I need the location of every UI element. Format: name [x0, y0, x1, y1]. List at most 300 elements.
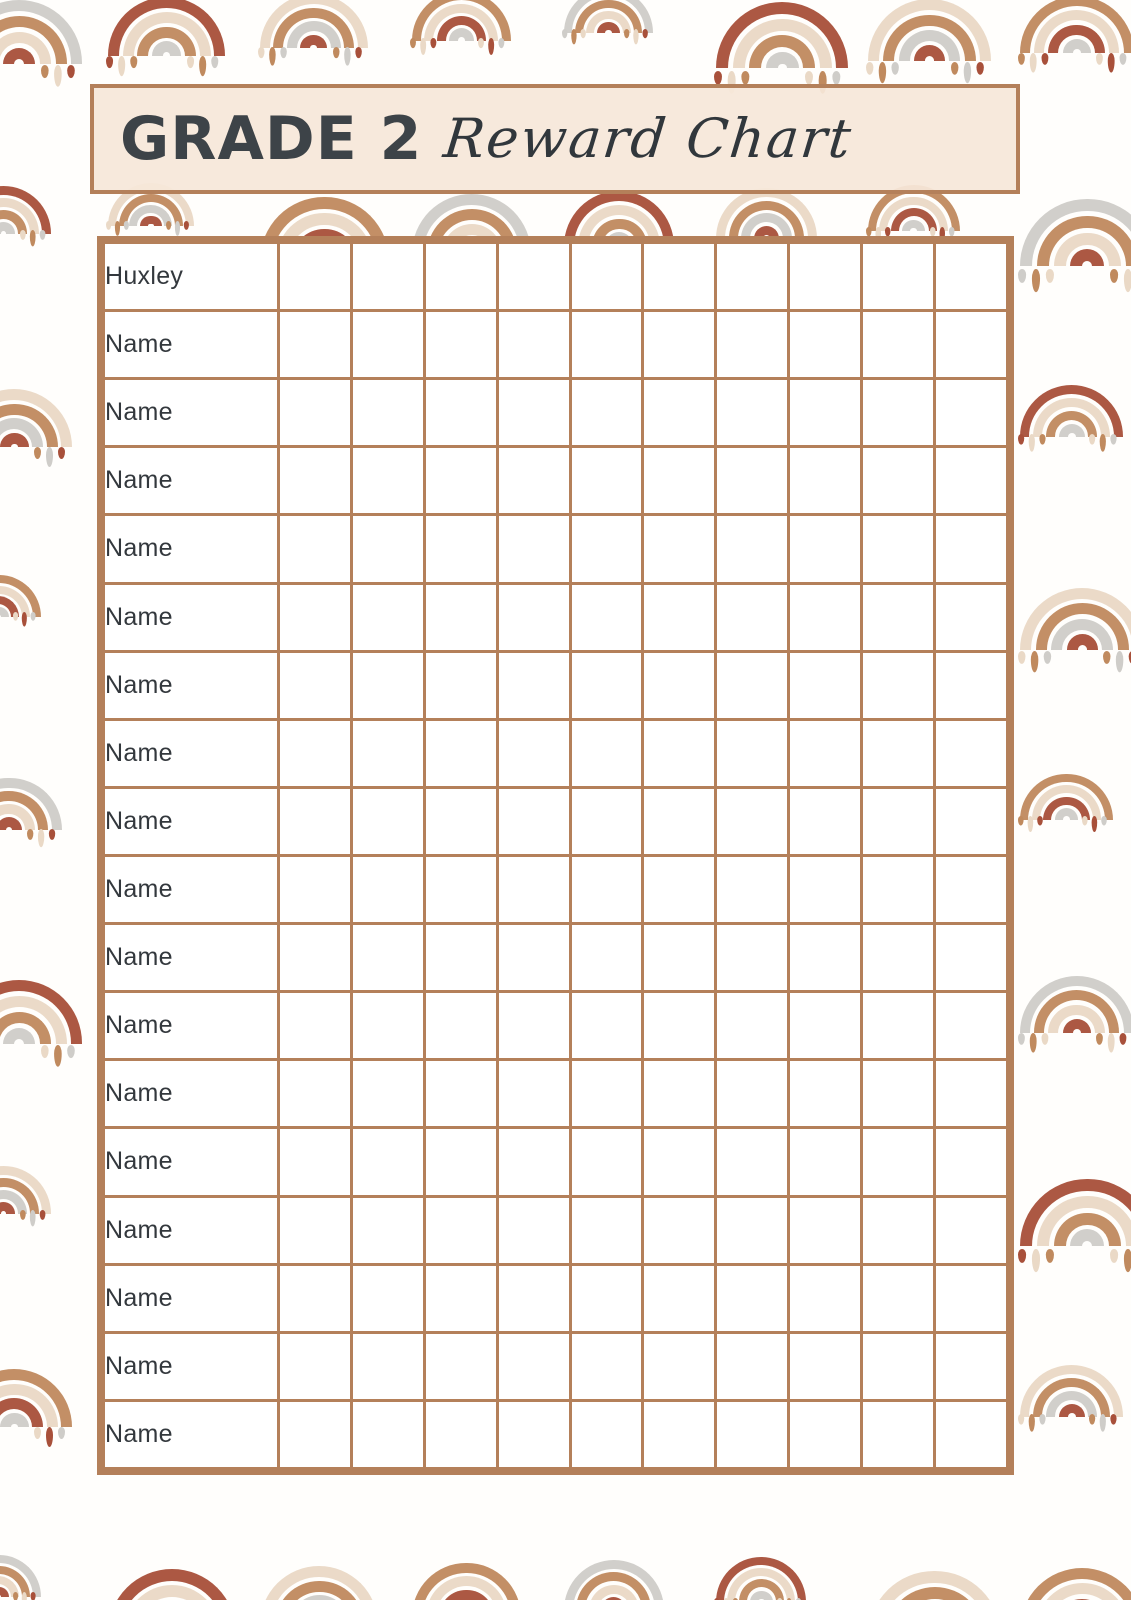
reward-checkbox-cell[interactable] — [424, 379, 497, 447]
reward-checkbox-cell[interactable] — [497, 1196, 570, 1264]
student-name-cell[interactable] — [104, 515, 279, 583]
rain-drop — [1092, 816, 1098, 832]
rain-drop — [420, 38, 426, 55]
rain-drop — [1018, 1033, 1025, 1045]
reward-checkbox-cell[interactable] — [570, 583, 643, 651]
reward-checkbox-cell[interactable] — [424, 924, 497, 992]
rainbow-motif — [868, 0, 995, 61]
rain-drop — [54, 65, 62, 87]
reward-checkbox-cell[interactable] — [935, 924, 1008, 992]
rain-drop — [20, 1210, 26, 1220]
reward-checkbox-cell[interactable] — [279, 1060, 352, 1128]
rain-drops — [410, 38, 436, 55]
reward-checkbox-cell[interactable] — [789, 1264, 862, 1332]
reward-checkbox-cell[interactable] — [716, 651, 789, 719]
table-row — [104, 1060, 1008, 1128]
table-row — [104, 311, 1008, 379]
rain-drop — [1102, 816, 1108, 826]
rain-drop — [118, 56, 125, 76]
rain-drop — [1018, 434, 1024, 445]
student-name-cell[interactable] — [104, 855, 279, 923]
reward-checkbox-cell[interactable] — [862, 1196, 935, 1264]
reward-checkbox-cell[interactable] — [789, 1060, 862, 1128]
reward-checkbox-cell[interactable] — [279, 447, 352, 515]
reward-checkbox-cell[interactable] — [716, 1264, 789, 1332]
reward-checkbox-cell[interactable] — [497, 855, 570, 923]
reward-checkbox-cell[interactable] — [570, 855, 643, 923]
reward-checkbox-cell[interactable] — [424, 1400, 497, 1468]
reward-checkbox-cell[interactable] — [351, 311, 424, 379]
rainbow-motif — [1020, 156, 1131, 266]
rain-drop — [130, 56, 137, 68]
reward-checkbox-cell[interactable] — [643, 651, 716, 719]
reward-checkbox-cell[interactable] — [789, 1332, 862, 1400]
reward-checkbox-cell[interactable] — [862, 1060, 935, 1128]
table-row — [104, 1332, 1008, 1400]
reward-checkbox-cell[interactable] — [570, 1332, 643, 1400]
rain-drops — [1110, 1249, 1131, 1272]
table-row — [104, 1264, 1008, 1332]
reward-checkbox-cell[interactable] — [935, 787, 1008, 855]
rain-drops — [1018, 651, 1051, 672]
reward-checkbox-cell[interactable] — [351, 583, 424, 651]
reward-checkbox-cell[interactable] — [279, 1332, 352, 1400]
student-name-cell[interactable] — [104, 447, 279, 515]
student-name-cell[interactable] — [104, 243, 279, 311]
rain-drops — [13, 612, 36, 627]
reward-checkbox-cell[interactable] — [279, 243, 352, 311]
student-name-cell[interactable] — [104, 1128, 279, 1196]
reward-checkbox-cell[interactable] — [351, 719, 424, 787]
reward-checkbox-cell[interactable] — [789, 924, 862, 992]
reward-checkbox-cell[interactable] — [789, 243, 862, 311]
reward-checkbox-cell[interactable] — [570, 924, 643, 992]
reward-checkbox-cell[interactable] — [935, 515, 1008, 583]
rain-drop — [106, 221, 111, 230]
reward-checkbox-cell[interactable] — [862, 1400, 935, 1468]
rain-drops — [624, 29, 648, 44]
reward-checkbox-cell[interactable] — [643, 787, 716, 855]
reward-checkbox-cell[interactable] — [716, 992, 789, 1060]
reward-checkbox-cell[interactable] — [862, 719, 935, 787]
reward-checkbox-cell[interactable] — [862, 311, 935, 379]
reward-checkbox-cell[interactable] — [935, 1128, 1008, 1196]
rain-drop — [951, 62, 958, 75]
reward-checkbox-cell[interactable] — [570, 447, 643, 515]
reward-checkbox-cell[interactable] — [862, 1332, 935, 1400]
reward-checkbox-cell[interactable] — [643, 1128, 716, 1196]
reward-checkbox-cell[interactable] — [716, 1332, 789, 1400]
reward-checkbox-cell[interactable] — [424, 719, 497, 787]
rain-drop — [976, 62, 983, 75]
reward-checkbox-cell[interactable] — [643, 1196, 716, 1264]
reward-checkbox-cell[interactable] — [570, 243, 643, 311]
rain-drops — [1089, 434, 1117, 452]
reward-checkbox-cell[interactable] — [424, 1128, 497, 1196]
student-name-cell[interactable] — [104, 719, 279, 787]
reward-checkbox-cell[interactable] — [351, 515, 424, 583]
reward-checkbox-cell[interactable] — [862, 651, 935, 719]
rain-drops — [1110, 269, 1131, 292]
reward-checkbox-cell[interactable] — [351, 651, 424, 719]
reward-checkbox-cell[interactable] — [789, 787, 862, 855]
reward-checkbox-cell[interactable] — [862, 583, 935, 651]
reward-checkbox-cell[interactable] — [279, 1400, 352, 1468]
reward-checkbox-cell[interactable] — [935, 447, 1008, 515]
reward-checkbox-cell[interactable] — [716, 855, 789, 923]
rain-drop — [1046, 269, 1054, 283]
reward-checkbox-cell[interactable] — [716, 583, 789, 651]
rain-drop — [115, 221, 120, 236]
reward-checkbox-cell[interactable] — [643, 1332, 716, 1400]
reward-checkbox-cell[interactable] — [497, 1128, 570, 1196]
reward-checkbox-cell[interactable] — [716, 1128, 789, 1196]
reward-checkbox-cell[interactable] — [351, 1196, 424, 1264]
reward-checkbox-cell[interactable] — [424, 1332, 497, 1400]
rainbow-motif — [1020, 1332, 1127, 1417]
reward-checkbox-cell[interactable] — [497, 924, 570, 992]
rainbow-motif — [0, 744, 65, 830]
rain-drops — [34, 447, 65, 467]
student-name-cell[interactable] — [104, 1332, 279, 1400]
reward-checkbox-cell[interactable] — [716, 311, 789, 379]
reward-checkbox-cell[interactable] — [497, 379, 570, 447]
rain-drop — [1100, 434, 1106, 452]
reward-checkbox-cell[interactable] — [862, 1128, 935, 1196]
rain-drop — [1031, 651, 1038, 672]
reward-checkbox-cell[interactable] — [789, 515, 862, 583]
rainbow-motif — [108, 0, 229, 56]
reward-checkbox-cell[interactable] — [497, 787, 570, 855]
rain-drop — [580, 29, 585, 38]
reward-checkbox-cell[interactable] — [643, 992, 716, 1060]
reward-checkbox-cell[interactable] — [351, 992, 424, 1060]
reward-checkbox-cell[interactable] — [351, 924, 424, 992]
rain-drops — [166, 221, 189, 236]
reward-chart-body — [104, 243, 1008, 1469]
reward-checkbox-cell[interactable] — [279, 924, 352, 992]
student-name-label: Name — [105, 534, 173, 563]
reward-checkbox-cell[interactable] — [351, 855, 424, 923]
reward-checkbox-cell[interactable] — [351, 787, 424, 855]
table-row — [104, 855, 1008, 923]
reward-checkbox-cell[interactable] — [279, 787, 352, 855]
reward-checkbox-cell[interactable] — [424, 855, 497, 923]
reward-checkbox-cell[interactable] — [935, 1196, 1008, 1264]
rainbow-motif — [0, 548, 44, 617]
reward-chart-table-wrapper — [97, 236, 1014, 1475]
rain-drop — [1018, 53, 1025, 65]
reward-checkbox-cell[interactable] — [279, 992, 352, 1060]
reward-checkbox-cell[interactable] — [570, 1060, 643, 1128]
reward-checkbox-cell[interactable] — [424, 243, 497, 311]
student-name-cell[interactable] — [104, 651, 279, 719]
reward-checkbox-cell[interactable] — [570, 719, 643, 787]
reward-checkbox-cell[interactable] — [570, 651, 643, 719]
reward-checkbox-cell[interactable] — [497, 1400, 570, 1468]
rain-drop — [1018, 1414, 1024, 1425]
reward-checkbox-cell[interactable] — [789, 1196, 862, 1264]
rain-drop — [54, 1045, 62, 1067]
reward-checkbox-cell[interactable] — [279, 719, 352, 787]
rain-drop — [49, 829, 55, 840]
reward-checkbox-cell[interactable] — [643, 855, 716, 923]
rain-drop — [67, 1045, 75, 1058]
reward-checkbox-cell[interactable] — [570, 311, 643, 379]
reward-checkbox-cell[interactable] — [351, 1400, 424, 1468]
rainbow-motif — [1020, 744, 1116, 820]
rain-drop — [27, 829, 33, 840]
rain-drop — [1030, 53, 1037, 73]
reward-checkbox-cell[interactable] — [497, 651, 570, 719]
reward-checkbox-cell[interactable] — [570, 379, 643, 447]
reward-checkbox-cell[interactable] — [497, 992, 570, 1060]
rainbow-motif — [0, 1332, 76, 1427]
reward-checkbox-cell[interactable] — [424, 583, 497, 651]
rain-drop — [1018, 269, 1026, 283]
reward-checkbox-cell[interactable] — [643, 924, 716, 992]
rain-drop — [1108, 1033, 1115, 1053]
student-name-label: Huxley — [105, 262, 184, 291]
rainbow-motif — [260, 1528, 382, 1600]
reward-checkbox-cell[interactable] — [570, 515, 643, 583]
rain-drop — [1096, 53, 1103, 65]
reward-checkbox-cell[interactable] — [279, 651, 352, 719]
table-row — [104, 583, 1008, 651]
reward-checkbox-cell[interactable] — [351, 1264, 424, 1332]
reward-checkbox-cell[interactable] — [570, 1400, 643, 1468]
rain-drop — [1089, 1414, 1095, 1425]
reward-checkbox-cell[interactable] — [935, 1264, 1008, 1332]
reward-checkbox-cell[interactable] — [497, 515, 570, 583]
reward-checkbox-cell[interactable] — [643, 1400, 716, 1468]
rain-drops — [1018, 1414, 1046, 1432]
rain-drop — [269, 47, 276, 66]
reward-checkbox-cell[interactable] — [716, 379, 789, 447]
student-name-cell[interactable] — [104, 583, 279, 651]
reward-checkbox-cell[interactable] — [716, 243, 789, 311]
rainbow-motif — [1020, 1528, 1131, 1600]
reward-checkbox-cell[interactable] — [643, 243, 716, 311]
student-name-label: Name — [105, 1147, 173, 1176]
reward-checkbox-cell[interactable] — [570, 1128, 643, 1196]
reward-checkbox-cell[interactable] — [716, 1400, 789, 1468]
rain-drop — [333, 47, 340, 58]
reward-checkbox-cell[interactable] — [570, 1196, 643, 1264]
student-name-cell[interactable] — [104, 924, 279, 992]
table-row — [104, 515, 1008, 583]
rain-drop — [1100, 1414, 1106, 1432]
reward-checkbox-cell[interactable] — [862, 924, 935, 992]
reward-checkbox-cell[interactable] — [643, 515, 716, 583]
reward-checkbox-cell[interactable] — [862, 787, 935, 855]
rain-drop — [34, 1427, 41, 1439]
reward-checkbox-cell[interactable] — [935, 583, 1008, 651]
reward-checkbox-cell[interactable] — [935, 1060, 1008, 1128]
rain-drop — [430, 38, 436, 48]
reward-checkbox-cell[interactable] — [716, 515, 789, 583]
reward-checkbox-cell[interactable] — [935, 1400, 1008, 1468]
reward-checkbox-cell[interactable] — [497, 719, 570, 787]
reward-checkbox-cell[interactable] — [643, 447, 716, 515]
reward-checkbox-cell[interactable] — [643, 1264, 716, 1332]
student-name-cell[interactable] — [104, 787, 279, 855]
reward-checkbox-cell[interactable] — [497, 583, 570, 651]
reward-checkbox-cell[interactable] — [279, 1264, 352, 1332]
reward-checkbox-cell[interactable] — [424, 1264, 497, 1332]
rain-drop — [1046, 1249, 1054, 1263]
reward-checkbox-cell[interactable] — [789, 583, 862, 651]
rain-drop — [30, 1592, 35, 1600]
reward-checkbox-cell[interactable] — [862, 1264, 935, 1332]
reward-checkbox-cell[interactable] — [862, 379, 935, 447]
reward-checkbox-cell[interactable] — [570, 992, 643, 1060]
reward-checkbox-cell[interactable] — [789, 992, 862, 1060]
rain-drop — [410, 38, 416, 48]
student-name-label: Name — [105, 1351, 173, 1380]
reward-checkbox-cell[interactable] — [789, 651, 862, 719]
reward-checkbox-cell[interactable] — [570, 1264, 643, 1332]
reward-checkbox-cell[interactable] — [279, 1196, 352, 1264]
reward-checkbox-cell[interactable] — [935, 855, 1008, 923]
reward-checkbox-cell[interactable] — [789, 447, 862, 515]
reward-checkbox-cell[interactable] — [789, 1128, 862, 1196]
reward-checkbox-cell[interactable] — [789, 1400, 862, 1468]
student-name-label: Name — [105, 1283, 173, 1312]
reward-checkbox-cell[interactable] — [497, 1332, 570, 1400]
reward-checkbox-cell[interactable] — [935, 651, 1008, 719]
reward-checkbox-cell[interactable] — [643, 379, 716, 447]
reward-checkbox-cell[interactable] — [716, 1196, 789, 1264]
reward-checkbox-cell[interactable] — [424, 651, 497, 719]
reward-checkbox-cell[interactable] — [424, 515, 497, 583]
reward-checkbox-cell[interactable] — [862, 515, 935, 583]
rain-drop — [1111, 434, 1117, 445]
reward-checkbox-cell[interactable] — [716, 1060, 789, 1128]
reward-checkbox-cell[interactable] — [789, 311, 862, 379]
reward-checkbox-cell[interactable] — [643, 311, 716, 379]
reward-checkbox-cell[interactable] — [351, 1060, 424, 1128]
reward-checkbox-cell[interactable] — [935, 243, 1008, 311]
reward-checkbox-cell[interactable] — [935, 992, 1008, 1060]
rain-drop — [885, 227, 891, 236]
rain-drop — [106, 56, 113, 68]
reward-checkbox-cell[interactable] — [497, 1060, 570, 1128]
rain-drop — [1116, 651, 1123, 672]
reward-checkbox-cell[interactable] — [643, 1060, 716, 1128]
rain-drop — [30, 230, 36, 246]
reward-checkbox-cell[interactable] — [716, 787, 789, 855]
reward-checkbox-cell[interactable] — [862, 243, 935, 311]
reward-checkbox-cell[interactable] — [862, 855, 935, 923]
rain-drop — [40, 1210, 46, 1220]
student-name-cell[interactable] — [104, 1060, 279, 1128]
rain-drop — [344, 47, 351, 66]
student-name-cell[interactable] — [104, 379, 279, 447]
reward-checkbox-cell[interactable] — [279, 1128, 352, 1196]
reward-checkbox-cell[interactable] — [279, 855, 352, 923]
reward-checkbox-cell[interactable] — [789, 855, 862, 923]
reward-checkbox-cell[interactable] — [424, 1060, 497, 1128]
student-name-label: Name — [105, 330, 173, 359]
rain-drop — [355, 47, 362, 58]
rainbow-arc — [449, 28, 474, 40]
rain-drop — [478, 38, 484, 48]
rain-drop — [1039, 434, 1045, 445]
reward-checkbox-cell[interactable] — [497, 311, 570, 379]
reward-checkbox-cell[interactable] — [935, 719, 1008, 787]
reward-checkbox-cell[interactable] — [424, 1196, 497, 1264]
table-row — [104, 992, 1008, 1060]
rain-drop — [930, 227, 936, 236]
rain-drop — [1018, 816, 1024, 826]
reward-checkbox-cell[interactable] — [716, 924, 789, 992]
reward-checkbox-cell[interactable] — [643, 583, 716, 651]
reward-checkbox-cell[interactable] — [424, 311, 497, 379]
rain-drop — [20, 230, 26, 240]
reward-checkbox-cell[interactable] — [716, 719, 789, 787]
student-name-cell[interactable] — [104, 992, 279, 1060]
reward-checkbox-cell[interactable] — [935, 379, 1008, 447]
student-name-label: Name — [105, 875, 173, 904]
rain-drops — [1096, 1033, 1126, 1053]
reward-checkbox-cell[interactable] — [862, 992, 935, 1060]
reward-checkbox-cell[interactable] — [716, 447, 789, 515]
reward-checkbox-cell[interactable] — [279, 311, 352, 379]
reward-checkbox-cell[interactable] — [570, 787, 643, 855]
rainbow-motif — [716, 0, 853, 68]
student-name-cell[interactable] — [104, 311, 279, 379]
rainbow-motif — [260, 0, 372, 48]
student-name-cell[interactable] — [104, 1264, 279, 1332]
rainbow-motif — [868, 1528, 1006, 1600]
reward-checkbox-cell[interactable] — [935, 1332, 1008, 1400]
reward-checkbox-cell[interactable] — [862, 447, 935, 515]
student-name-cell[interactable] — [104, 1196, 279, 1264]
rain-drop — [166, 221, 171, 230]
reward-checkbox-cell[interactable] — [643, 719, 716, 787]
reward-checkbox-cell[interactable] — [497, 243, 570, 311]
reward-checkbox-cell[interactable] — [424, 992, 497, 1060]
rain-drop — [41, 1045, 49, 1058]
reward-checkbox-cell[interactable] — [497, 1264, 570, 1332]
reward-checkbox-cell[interactable] — [351, 447, 424, 515]
rain-drop — [22, 1592, 27, 1600]
rain-drops — [34, 1427, 65, 1447]
reward-checkbox-cell[interactable] — [497, 447, 570, 515]
rain-drop — [211, 56, 218, 68]
rain-drop — [879, 62, 886, 83]
reward-checkbox-cell[interactable] — [789, 379, 862, 447]
reward-checkbox-cell[interactable] — [279, 515, 352, 583]
reward-checkbox-cell[interactable] — [935, 311, 1008, 379]
reward-checkbox-cell[interactable] — [351, 379, 424, 447]
reward-checkbox-cell[interactable] — [351, 1332, 424, 1400]
reward-checkbox-cell[interactable] — [351, 243, 424, 311]
rain-drop — [258, 47, 265, 58]
student-name-cell[interactable] — [104, 1400, 279, 1468]
reward-checkbox-cell[interactable] — [424, 447, 497, 515]
rain-drop — [1030, 1033, 1037, 1053]
reward-checkbox-cell[interactable] — [424, 787, 497, 855]
reward-checkbox-cell[interactable] — [279, 379, 352, 447]
rain-drop — [124, 221, 129, 230]
reward-checkbox-cell[interactable] — [789, 719, 862, 787]
rain-drop — [741, 71, 749, 85]
rain-drop — [1103, 651, 1110, 664]
reward-checkbox-cell[interactable] — [351, 1128, 424, 1196]
reward-checkbox-cell[interactable] — [279, 583, 352, 651]
